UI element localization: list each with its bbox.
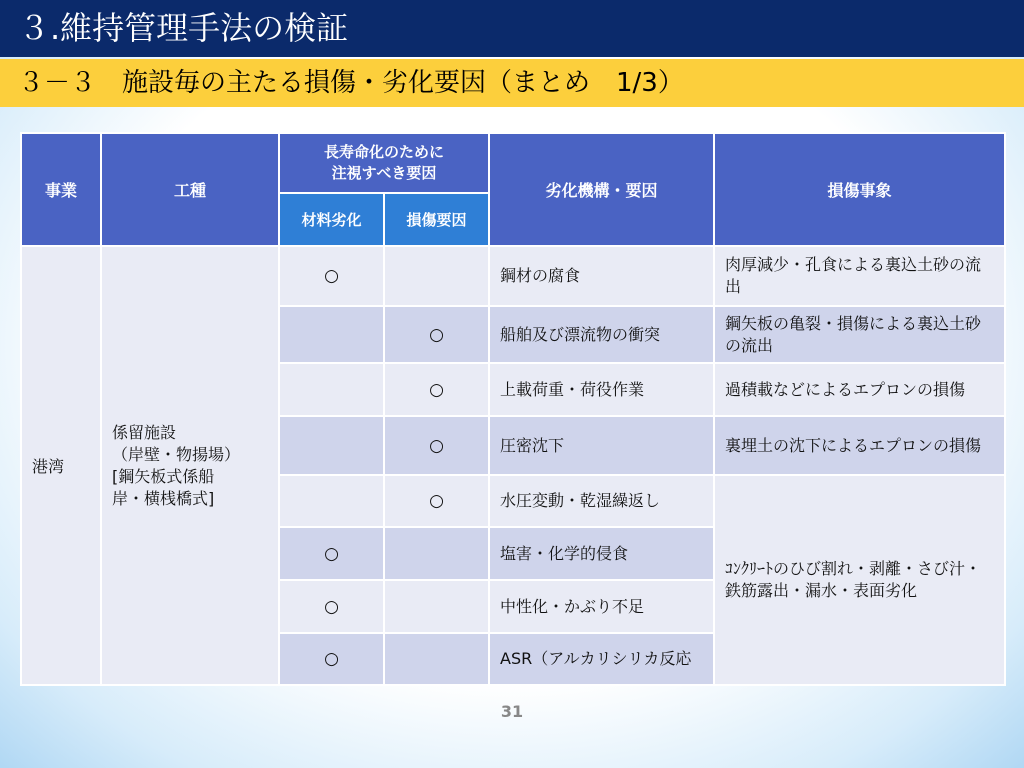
slide-title: ３.維持管理手法の検証: [0, 0, 1024, 57]
damage-mark: ○: [384, 475, 489, 527]
material-mark: ○: [279, 527, 384, 580]
damage-mark: [384, 580, 489, 633]
page-number: 31: [500, 702, 524, 721]
mechanism-cell: 鋼材の腐食: [489, 246, 714, 306]
damage-factor-table: [20, 132, 1006, 686]
slide-subtitle: ３－３ 施設毎の主たる損傷・劣化要因（まとめ 1/3）: [0, 59, 1024, 107]
phenomenon-cell: 肉厚減少・孔食による裏込土砂の流出: [714, 246, 1005, 306]
mechanism-cell: 圧密沈下: [489, 416, 714, 475]
material-mark: [279, 306, 384, 363]
damage-mark: ○: [384, 306, 489, 363]
material-mark: ○: [279, 246, 384, 306]
phenomenon-cell: 鋼矢板の亀裂・損傷による裏込土砂の流出: [714, 306, 1005, 363]
mechanism-cell: 上載荷重・荷役作業: [489, 363, 714, 416]
header-material-degradation: 材料劣化: [279, 193, 384, 246]
mechanism-cell: 水圧変動・乾湿繰返し: [489, 475, 714, 527]
business-cell: 港湾: [21, 246, 101, 685]
work-type-cell: [101, 246, 279, 685]
material-mark: ○: [279, 633, 384, 685]
mechanism-cell: 塩害・化学的侵食: [489, 527, 714, 580]
material-mark: ○: [279, 580, 384, 633]
damage-mark: [384, 246, 489, 306]
mechanism-cell: ASR（アルカリシリカ反応: [489, 633, 714, 685]
header-factor-group-text: 長寿命化のために 注視すべき要因: [324, 143, 445, 182]
damage-mark: [384, 527, 489, 580]
material-mark: [279, 416, 384, 475]
damage-mark: ○: [384, 363, 489, 416]
material-mark: [279, 475, 384, 527]
table-row: [21, 246, 1005, 306]
material-mark: [279, 363, 384, 416]
work-type-text: 係留施設 （岸壁・物揚場） [鋼矢板式係船 岸・横桟橋式]: [112, 422, 241, 508]
header-damage-cause: 損傷要因: [384, 193, 489, 246]
header-phenomenon: 損傷事象: [714, 133, 1005, 246]
header-work-type: 工種: [101, 133, 279, 246]
header-factor-group: [279, 133, 489, 193]
header-business: 事業: [21, 133, 101, 246]
phenomenon-cell: 裏埋土の沈下によるエプロンの損傷: [714, 416, 1005, 475]
damage-mark: [384, 633, 489, 685]
header-mechanism: 劣化機構・要因: [489, 133, 714, 246]
damage-mark: ○: [384, 416, 489, 475]
mechanism-cell: 船舶及び漂流物の衝突: [489, 306, 714, 363]
phenomenon-cell: 過積載などによるエプロンの損傷: [714, 363, 1005, 416]
mechanism-cell: 中性化・かぶり不足: [489, 580, 714, 633]
concrete-phenomenon-cell: ｺﾝｸﾘｰﾄのひび割れ・剥離・さび汁・鉄筋露出・漏水・表面劣化: [714, 475, 1005, 685]
